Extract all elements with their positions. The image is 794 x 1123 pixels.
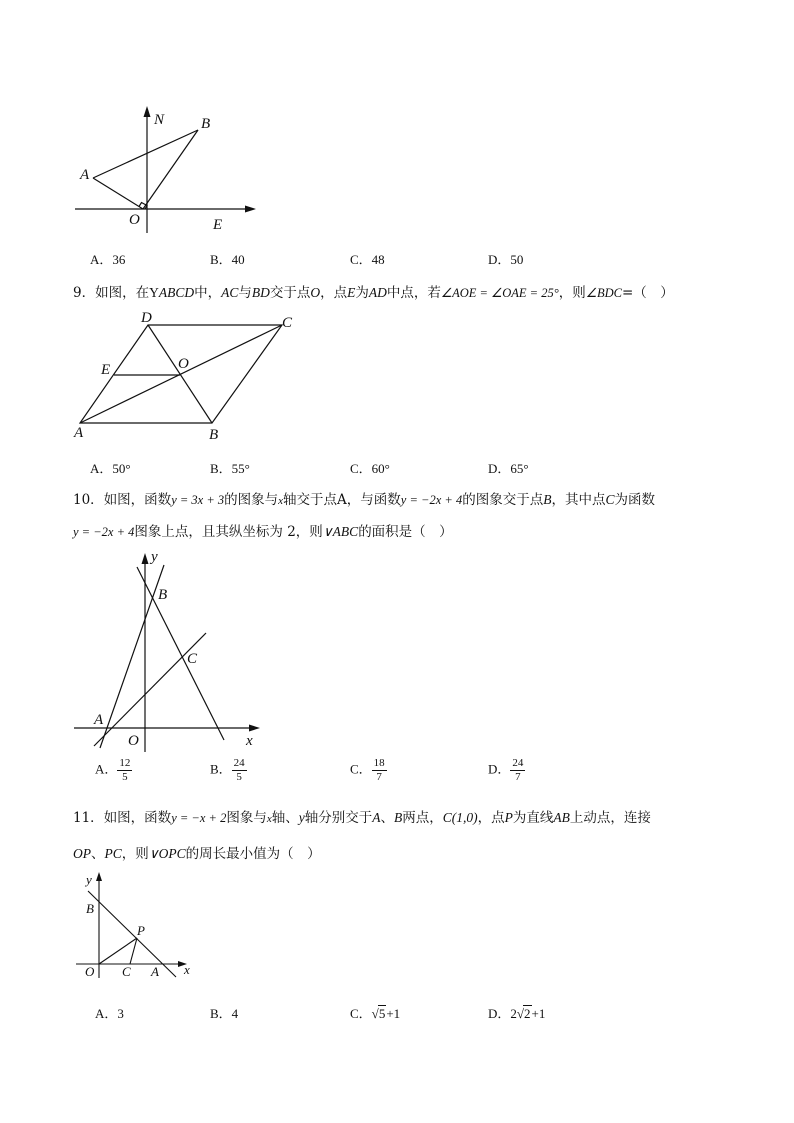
q10-option-b[interactable]: B． $\frac{24}{5}$	[210, 757, 245, 783]
q10-label-y: y	[151, 549, 158, 565]
q9-option-d[interactable]: D．65°	[488, 461, 529, 476]
q11-label-a: A	[151, 964, 159, 979]
q11-label-c: C	[122, 964, 131, 979]
q8-option-b[interactable]: B．40	[210, 252, 245, 267]
q9-label-e: E	[101, 362, 111, 378]
q8-label-o: O	[129, 212, 140, 228]
q11-label-b: B	[86, 901, 94, 916]
q9-label-a: A	[74, 425, 84, 441]
q9-option-a[interactable]: A．50°	[90, 461, 131, 476]
q10-option-c-fraction: $\frac{18}{7}$	[373, 757, 385, 783]
q10-option-c[interactable]: C． $\frac{18}{7}$	[350, 757, 385, 783]
q8-label-a: A	[80, 167, 90, 183]
parallelogram-symbol: Y	[149, 285, 159, 300]
q9-label-b: B	[209, 427, 219, 443]
q11-stem-line1: 11．如图，函数y = −x + 2图象与x轴、y轴分别交于A、B两点，C(1,0)，点P为直线AB上动点，连接	[73, 810, 651, 826]
q8-label-e: E	[213, 217, 223, 233]
q8-label-n: N	[154, 112, 165, 128]
q9-stem: 9．如图，在YABCD中，AC与BD交于点O，点E为AD中点，若∠AOE = ∠OAE = 25°，则∠BDC=（ ）	[73, 285, 674, 301]
q11-label-y: y	[86, 872, 92, 887]
q10-stem-line1: 10．如图，函数y = 3x + 3的图象与x轴交于点A，与函数y = −2x + 4的图象交于点B，其中点C为函数	[73, 492, 655, 508]
q8-option-d[interactable]: D．50	[488, 252, 524, 267]
q11-y-arrow	[96, 872, 102, 881]
sqrt-icon: √	[371, 1006, 379, 1021]
q10-option-b-fraction: $\frac{24}{5}$	[233, 757, 245, 783]
q11-stem-line2: OP、PC，则∨OPC的周长最小值为（ ）	[73, 846, 321, 862]
q8-option-c[interactable]: C．48	[350, 252, 385, 267]
q10-option-a-fraction: $\frac{12}{5}$	[119, 757, 131, 783]
q10-label-c: C	[187, 651, 198, 667]
q11-label-o: O	[85, 964, 95, 979]
q9-label-c: C	[282, 315, 293, 331]
sqrt-icon: √	[516, 1006, 525, 1021]
q10-option-d[interactable]: D． $\frac{24}{7}$	[488, 757, 524, 783]
q8-label-b: B	[201, 116, 211, 132]
q10-option-d-fraction: $\frac{24}{7}$	[512, 757, 524, 783]
q9-label-o: O	[178, 356, 189, 372]
q11-option-d[interactable]: D．2√2+1	[488, 1006, 546, 1021]
q10-option-a[interactable]: A． $\frac{12}{5}$	[95, 757, 131, 783]
q11-label-p: P	[137, 923, 145, 938]
q11-label-x: x	[184, 962, 190, 977]
q9-option-b[interactable]: B．55°	[210, 461, 250, 476]
q10-label-b: B	[158, 587, 168, 603]
q8-option-a[interactable]: A．36	[90, 252, 126, 267]
q10-stem-line2: y = −2x + 4图象上点，且其纵坐标为 2，则∨ABC的面积是（ ）	[73, 524, 453, 540]
q10-label-a: A	[94, 712, 104, 728]
q11-option-b[interactable]: B．4	[210, 1006, 239, 1021]
q9-label-d: D	[141, 310, 152, 326]
q11-option-a[interactable]: A．3	[95, 1006, 124, 1021]
q10-label-x: x	[246, 733, 253, 749]
q11-option-c[interactable]: C．√5+1	[350, 1006, 401, 1021]
q9-option-c[interactable]: C．60°	[350, 461, 390, 476]
q10-label-o: O	[128, 733, 139, 749]
